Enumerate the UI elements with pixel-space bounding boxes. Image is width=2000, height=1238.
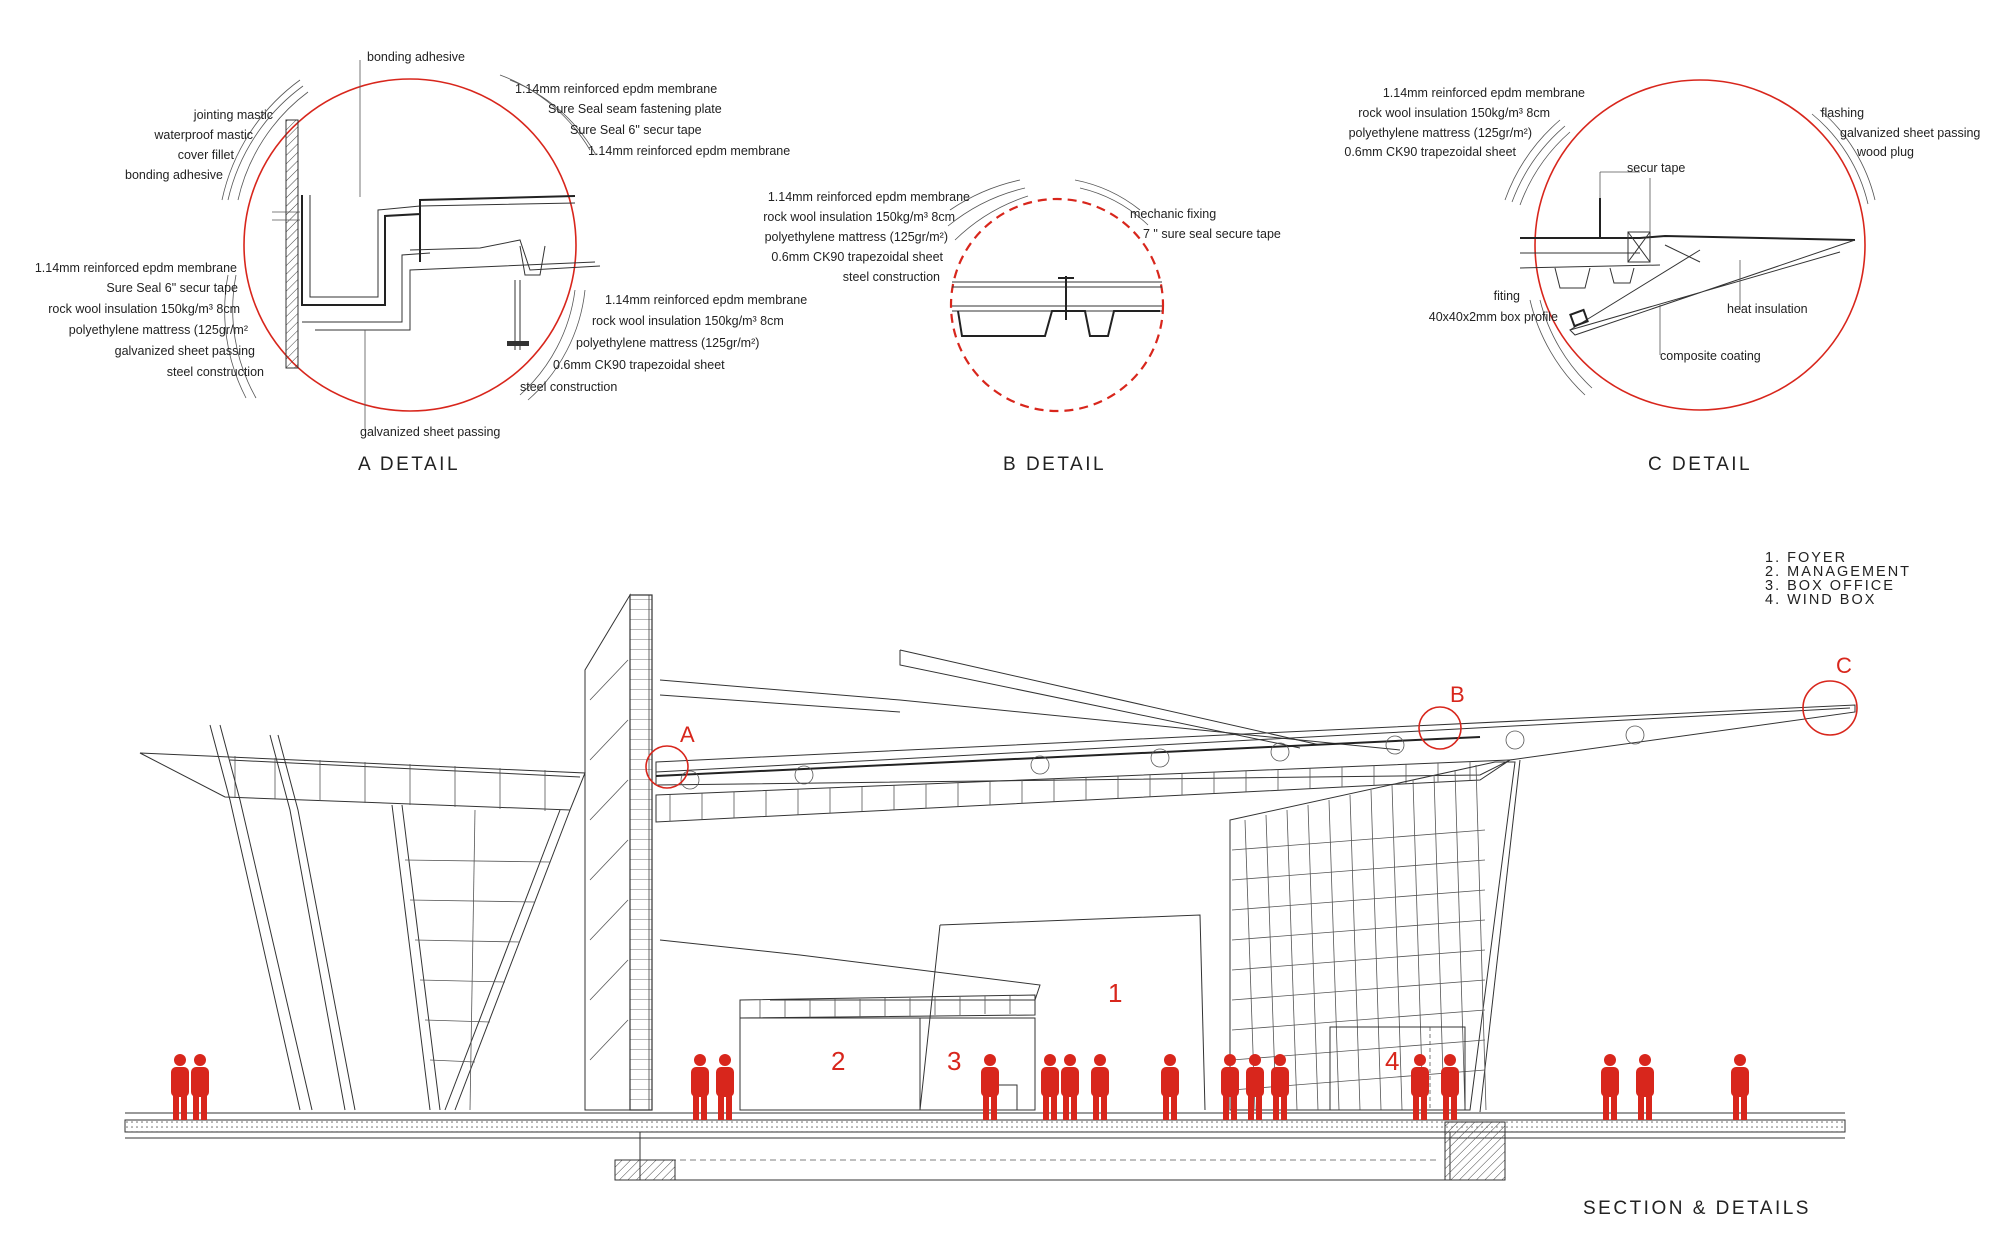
c-left-label-2: rock wool insulation 150kg/m³ 8cm — [1358, 106, 1550, 120]
c-low-label-2: 40x40x2mm box profile — [1428, 310, 1558, 324]
room-number-1: 1 — [1108, 978, 1123, 1008]
detail-a-wall — [286, 120, 298, 368]
brick-column — [630, 595, 652, 1110]
room-number-4: 4 — [1385, 1046, 1400, 1076]
a-right-label-3: polyethylene mattress (125gr/m²) — [576, 336, 760, 350]
room-number-3: 3 — [947, 1046, 962, 1076]
c-right-label-2: galvanized sheet passing — [1840, 126, 1981, 140]
a-left-label-5: 1.14mm reinforced epdm membrane — [34, 261, 237, 275]
c-inner-label-1: secur tape — [1627, 161, 1686, 175]
a-right-label-2: rock wool insulation 150kg/m³ 8cm — [592, 314, 784, 328]
a-right-label-4: 0.6mm CK90 trapezoidal sheet — [553, 358, 725, 372]
a-top-label-5: 1.14mm reinforced epdm membrane — [588, 144, 791, 158]
c-left-label-4: 0.6mm CK90 trapezoidal sheet — [1344, 145, 1516, 159]
marker-b-label: B — [1450, 682, 1465, 707]
section-title: SECTION & DETAILS — [1583, 1198, 1811, 1219]
ground-slab — [125, 1120, 1845, 1132]
detail-c — [1344, 80, 1980, 475]
glass-facade — [1230, 762, 1515, 1110]
a-left-label-2: waterproof mastic — [154, 128, 253, 142]
c-inner-label-2: heat insulation — [1727, 302, 1808, 316]
a-top-label-3: Sure Seal seam fastening plate — [548, 102, 722, 116]
a-left-label-1: jointing mastic — [193, 108, 273, 122]
b-left-label-3: polyethylene mattress (125gr/m²) — [764, 230, 948, 244]
detail-b-trapezoid-sheet — [958, 311, 1160, 336]
legend-item-4: 4. WIND BOX — [1765, 592, 1877, 608]
a-left-label-3: cover fillet — [177, 148, 234, 162]
a-left-label-4: bonding adhesive — [125, 168, 223, 182]
detail-b-circle — [951, 199, 1163, 411]
c-right-label-3: wood plug — [1857, 145, 1914, 159]
room-number-2: 2 — [831, 1046, 846, 1076]
a-detail-title: A DETAIL — [358, 454, 461, 475]
left-canopy — [140, 753, 585, 810]
a-right-label-5: steel construction — [520, 380, 618, 394]
b-right-label-1: mechanic fixing — [1130, 207, 1217, 221]
c-left-label-3: polyethylene mattress (125gr/m²) — [1348, 126, 1532, 140]
b-right-label-2: 7 " sure seal secure tape — [1143, 227, 1281, 241]
legend-item-1: 1. FOYER — [1765, 550, 1848, 566]
a-top-label-2: 1.14mm reinforced epdm membrane — [515, 82, 718, 96]
a-left-label-7: rock wool insulation 150kg/m³ 8cm — [48, 302, 240, 316]
a-left-label-9: galvanized sheet passing — [114, 344, 255, 358]
a-left-label-10: steel construction — [166, 365, 264, 379]
a-top-label-4: Sure Seal 6" secur tape — [570, 123, 702, 137]
legend-item-3: 3. BOX OFFICE — [1765, 578, 1895, 594]
detail-a-membrane — [302, 195, 575, 305]
marker-b-circle — [1419, 707, 1461, 749]
a-left-label-8: polyethylene mattress (125gr/m² — [68, 323, 248, 337]
detail-b — [763, 180, 1281, 475]
b-detail-title: B DETAIL — [1003, 454, 1107, 475]
c-inner-label-3: composite coating — [1660, 349, 1761, 363]
marker-c-label: C — [1836, 653, 1852, 678]
c-low-label-1: fiting — [1493, 289, 1520, 303]
a-bottom-label: galvanized sheet passing — [360, 425, 501, 439]
c-detail-title: C DETAIL — [1648, 454, 1753, 475]
building-section — [125, 595, 1857, 1219]
legend — [1765, 550, 1911, 608]
detail-c-roof-edge — [1520, 236, 1855, 240]
b-left-label-1: 1.14mm reinforced epdm membrane — [767, 190, 970, 204]
b-left-label-4: 0.6mm CK90 trapezoidal sheet — [771, 250, 943, 264]
b-left-label-5: steel construction — [842, 270, 940, 284]
b-left-label-2: rock wool insulation 150kg/m³ 8cm — [763, 210, 955, 224]
c-right-label-1: flashing — [1821, 106, 1865, 120]
a-top-label-1: bonding adhesive — [367, 50, 465, 64]
a-right-label-1: 1.14mm reinforced epdm membrane — [605, 293, 808, 307]
detail-a — [35, 50, 807, 475]
a-left-label-6: Sure Seal 6" secur tape — [106, 281, 238, 295]
c-left-label-1: 1.14mm reinforced epdm membrane — [1382, 86, 1585, 100]
legend-item-2: 2. MANAGEMENT — [1765, 564, 1912, 580]
tall-wall — [585, 595, 630, 1110]
marker-a-label: A — [680, 722, 695, 747]
